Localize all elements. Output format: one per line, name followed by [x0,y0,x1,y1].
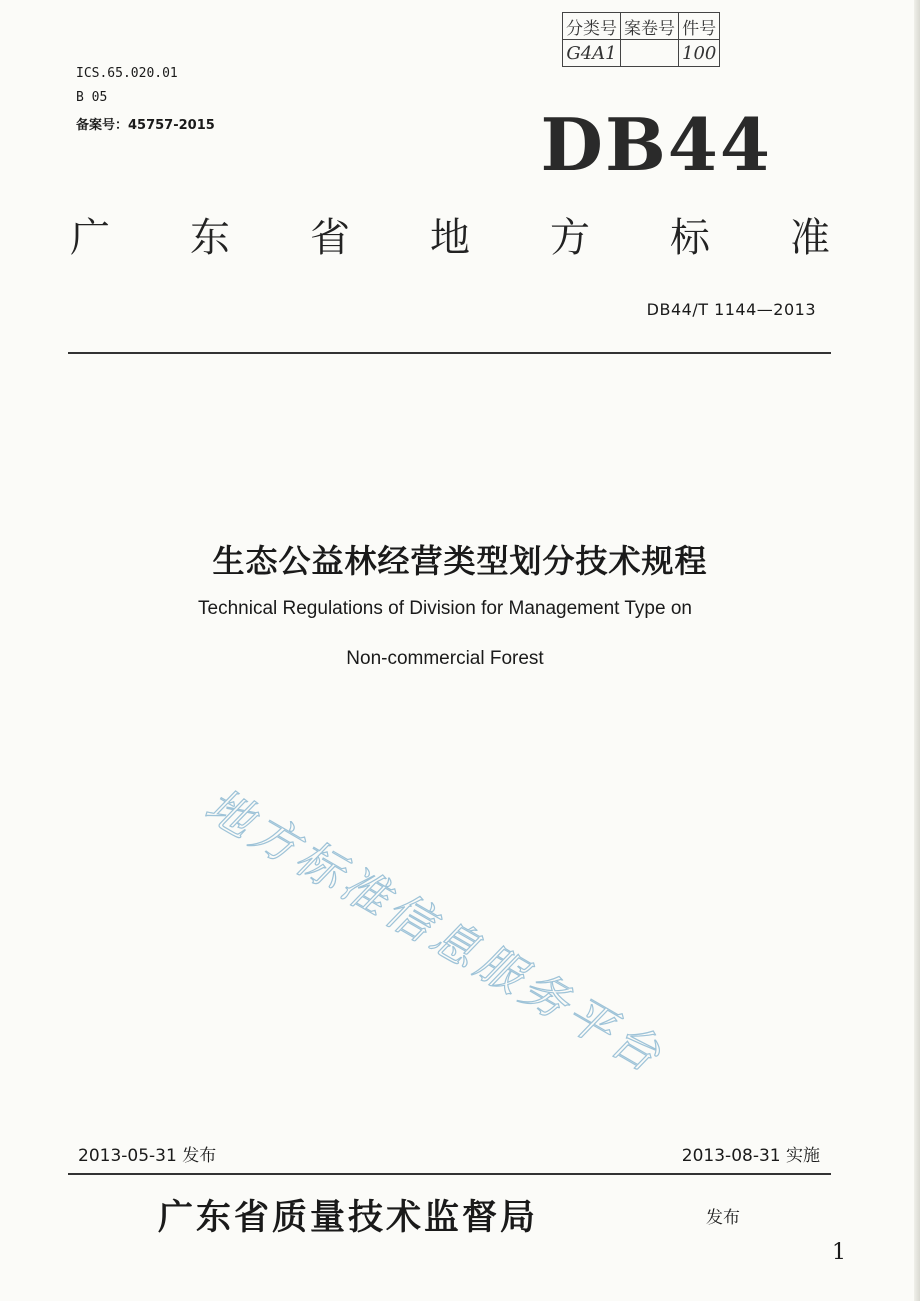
publish-date: 2013-05-31 发布 [78,1146,217,1166]
stamp-value-category: G4A1 [563,40,621,67]
stamp-header-category: 分类号 [563,13,621,40]
bottom-divider [68,1173,831,1175]
heading-char: 广 [70,215,110,261]
issuer-name: 广东省质量技术监督局 [158,1197,539,1238]
effective-date: 2013-08-31 实施 [681,1146,820,1166]
archive-stamp-table [562,12,720,67]
heading-char: 省 [310,215,350,261]
standard-number: DB44/T 1144—2013 [646,300,816,319]
issuer-suffix: 发布 [706,1208,740,1228]
title-chinese: 生态公益林经营类型划分技术规程 [212,542,708,580]
top-divider [68,352,831,354]
heading-char: 东 [190,215,230,261]
stamp-header-file: 案卷号 [621,13,679,40]
title-english-line1: Technical Regulations of Division for Management Type on [198,598,692,619]
heading-char: 地 [430,215,470,261]
ics-code: ICS.65.020.01 [76,66,178,81]
record-number: 备案号：45757-2015 [76,118,215,133]
title-english-line2: Non-commercial Forest [346,648,544,669]
page-number: 1 [832,1240,846,1265]
heading-char: 方 [550,215,590,261]
stamp-header-item: 件号 [679,13,720,40]
standard-heading [70,206,830,263]
stamp-value-file [621,40,679,67]
db44-logo: DB44 [540,102,772,187]
classification-code: B 05 [76,90,108,105]
watermark: 地方标准信息服务平台 [196,777,674,1085]
stamp-value-item: 100 [679,40,720,67]
heading-char: 准 [790,215,830,261]
heading-char: 标 [670,215,710,261]
